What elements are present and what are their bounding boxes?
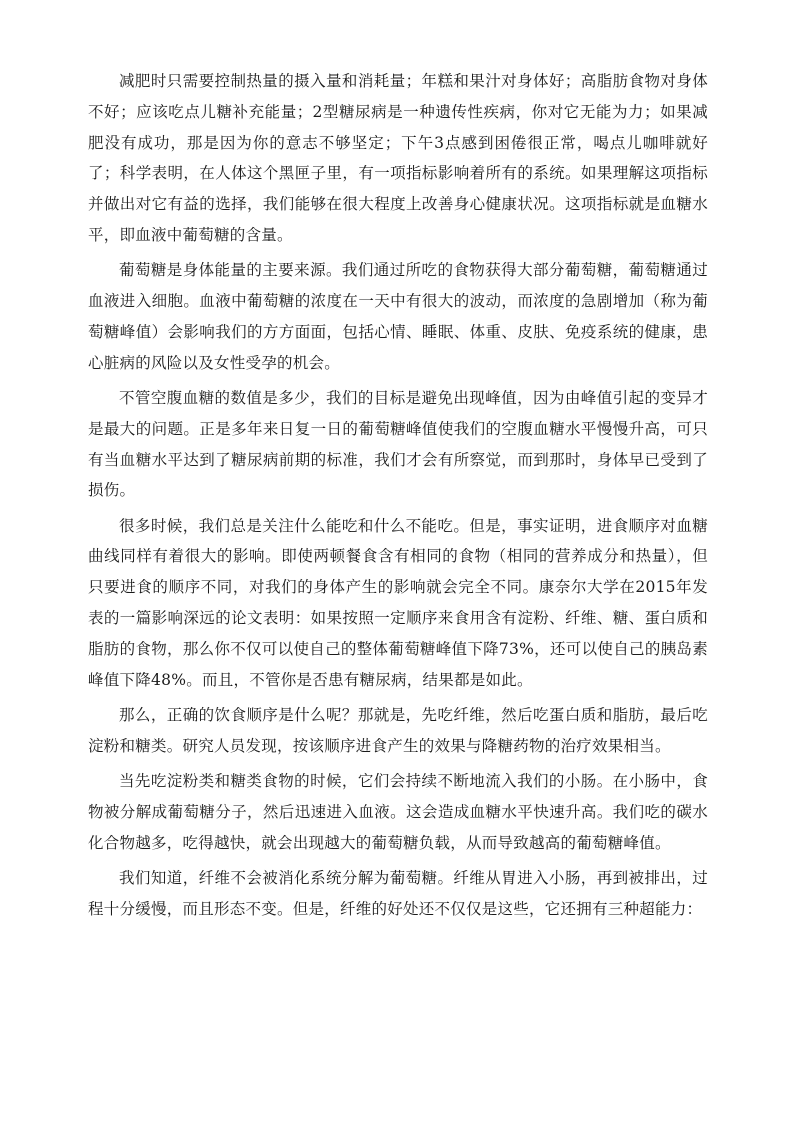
paragraph-1: 减肥时只需要控制热量的摄入量和消耗量；年糕和果汁对身体好；高脂肪食物对身体不好；应该吃点儿糖补充能量；2型糖尿病是一种遗传性疾病，你对它无能为力；如果减肥没有成功，那是因为你的意志不够坚定；下午3点感到困倦很正常，喝点儿咖啡就好了；科学表明，在人体这个黑匣子里，有一项指标影响着所有的系统。如果理解这项指标并做出对它有益的选择，我们能够在很大程度上改善身心健康状况。这项指标就是血糖水平，即血液中葡萄糖的含量。 — [88, 72, 708, 244]
article-body — [88, 66, 708, 929]
paragraph-6: 当先吃淀粉类和糖类食物的时候，它们会持续不断地流入我们的小肠。在小肠中，食物被分解成葡萄糖分子，然后迅速进入血液。这会造成血糖水平快速升高。我们吃的碳水化合物越多，吃得越快，就会出现越大的葡萄糖负载，从而导致越高的葡萄糖峰值。 — [88, 772, 708, 852]
paragraph-7: 我们知道，纤维不会被消化系统分解为葡萄糖。纤维从胃进入小肠，再到被排出，过程十分缓慢，而且形态不变。但是，纤维的好处还不仅仅是这些，它还拥有三种超能力： — [88, 868, 708, 918]
paragraph-3: 不管空腹血糖的数值是多少，我们的目标是避免出现峰值，因为由峰值引起的变异才是最大的问题。正是多年来日复一日的葡萄糖峰值使我们的空腹血糖水平慢慢升高，可只有当血糖水平达到了糖尿病前期的标准，我们才会有所察觉，而到那时，身体早已受到了损伤。 — [88, 388, 708, 500]
paragraph-2: 葡萄糖是身体能量的主要来源。我们通过所吃的食物获得大部分葡萄糖，葡萄糖通过血液进入细胞。血液中葡萄糖的浓度在一天中有很大的波动，而浓度的急剧增加（称为葡萄糖峰值）会影响我们的方方面面，包括心情、睡眠、体重、皮肤、免疫系统的健康，患心脏病的风险以及女性受孕的机会。 — [88, 261, 708, 372]
paragraph-5: 那么，正确的饮食顺序是什么呢？那就是，先吃纤维，然后吃蛋白质和脂肪，最后吃淀粉和糖类。研究人员发现，按该顺序进食产生的效果与降糖药物的治疗效果相当。 — [88, 705, 708, 755]
paragraph-4: 很多时候，我们总是关注什么能吃和什么不能吃。但是，事实证明，进食顺序对血糖曲线同样有着很大的影响。即使两顿餐食含有相同的食物（相同的营养成分和热量），但只要进食的顺序不同，对我们的身体产生的影响就会完全不同。康奈尔大学在2015年发表的一篇影响深远的论文表明：如果按照一定顺序来食用含有淀粉、纤维、糖、蛋白质和脂肪的食物，那么你不仅可以使自己的整体葡萄糖峰值下降73%，还可以使自己的胰岛素峰值下降48%。而且，不管你是否患有糖尿病，结果都是如此。 — [88, 516, 708, 689]
